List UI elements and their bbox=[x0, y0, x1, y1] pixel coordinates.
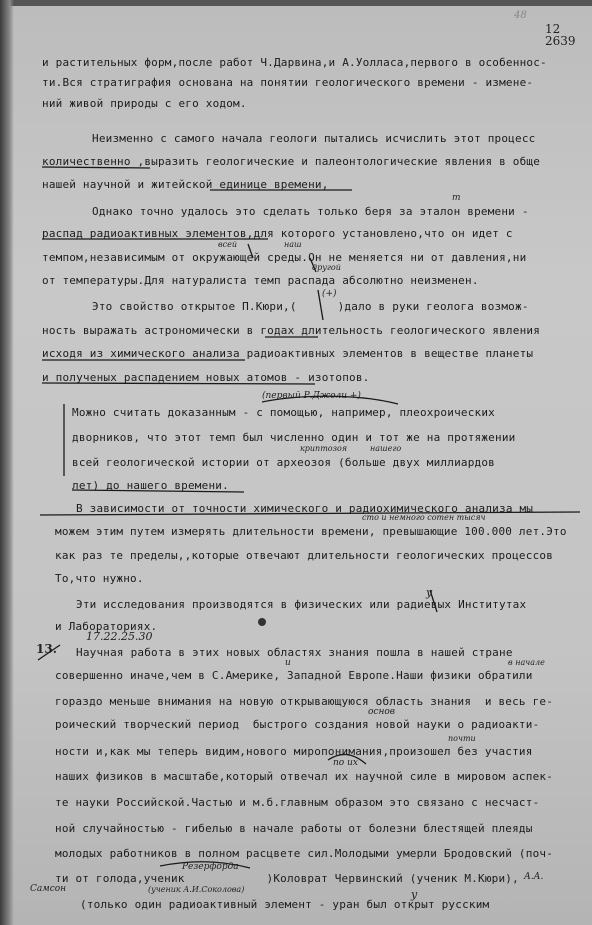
text-line: количественно ,выразить геологические и палеонтологические явления в обще bbox=[42, 155, 541, 168]
archive-number-faint: 48 bbox=[514, 10, 527, 21]
handwritten-insert: и bbox=[285, 658, 291, 668]
caret-mark bbox=[248, 244, 253, 258]
insert-loop bbox=[160, 862, 250, 868]
text-line: всей геологической истории от археозоя (больше двух миллиардов bbox=[72, 456, 495, 469]
text-line: гораздо меньше внимания на новую открывающуюся область знания и весь ге- bbox=[55, 695, 554, 708]
handwritten-insert: сто и немного сотен тысяч bbox=[362, 513, 486, 522]
text-line: наших физиков в масштабе,который отвечал их научной силе в мировом аспек- bbox=[55, 770, 554, 783]
text-line: дворников, что этот темп был численно один и тот же на протяжении bbox=[72, 431, 516, 444]
ink-blot bbox=[258, 618, 266, 626]
text-line: молодых работников в полном расцвете сил.Молодыми умерли Бродовский (поч- bbox=[55, 847, 554, 860]
insert-loop bbox=[328, 754, 366, 764]
text-line: нашей научной и житейской единице времени, bbox=[42, 178, 329, 191]
separator-line bbox=[40, 512, 580, 515]
text-line: и растительных форм,после работ Ч.Дарвина,и А.Уолласа,первого в особеннос- bbox=[42, 56, 547, 69]
handwritten-insert: криптозоя bbox=[300, 444, 348, 453]
text-line: можем этим путем измерять длительности времени, превышающие 100.000 лет.Это bbox=[55, 525, 567, 538]
handwritten-insert: почти bbox=[448, 734, 476, 743]
text-line: лет) до нашего времени. bbox=[72, 479, 229, 492]
margin-page-number: 13. bbox=[36, 642, 57, 656]
handwritten-insert: у bbox=[426, 586, 433, 599]
archive-page-number: 2639 bbox=[545, 34, 576, 48]
underline-mark bbox=[72, 490, 244, 492]
text-line: и полученых распадением новых атомов - изотопов. bbox=[42, 371, 370, 384]
underline-mark bbox=[42, 167, 150, 168]
handwritten-insert: (первый Р.Джоли +) bbox=[262, 391, 361, 401]
handwritten-insert: по их bbox=[333, 758, 358, 768]
text-line: Неизменно с самого начала геологи пытались исчислить этот процесс bbox=[92, 132, 536, 145]
text-line: и Лабораториях. bbox=[55, 620, 158, 633]
handwritten-insert: А.А. bbox=[524, 872, 544, 882]
text-line: распад радиоактивных элементов,для которого установлено,что он идет с bbox=[42, 227, 513, 240]
caret-mark bbox=[318, 290, 323, 320]
text-line: ной случайностью - гибелью в начале работы от болезни блестящей плеяды bbox=[55, 822, 533, 835]
handwritten-insert: Резерфорда bbox=[182, 862, 239, 872]
text-line: То,что нужно. bbox=[55, 572, 144, 585]
text-line: ность выражать астрономически в годах длительность геологического явления bbox=[42, 324, 541, 337]
text-line: те науки Российской.Частью и м.б.главным образом это связано с несчаст- bbox=[55, 796, 540, 809]
text-line: Это свойство открытое П.Кюри,( )дало в руки геолога возмож- bbox=[92, 300, 529, 313]
handwritten-insert: т bbox=[452, 193, 461, 203]
text-line: ности и,как мы теперь видим,нового миропонимания,произошел без участия bbox=[55, 745, 533, 758]
text-line: Однако точно удалось это сделать только беря за эталон времени - bbox=[92, 205, 529, 218]
text-line: (только один радиоактивный элемент - уран был открыт русским bbox=[80, 898, 490, 911]
caret-mark bbox=[430, 590, 437, 612]
text-line: Можно считать доказанным - с помощью, например, плеохроических bbox=[72, 406, 495, 419]
text-line: Научная работа в этих новых областях знания пошла в нашей стране bbox=[76, 646, 513, 659]
text-line: как раз те пределы,,которые отвечают длительности геологических процессов bbox=[55, 549, 554, 562]
margin-handwritten-name: Самсон bbox=[30, 884, 67, 894]
text-line: ний живой природы с его ходом. bbox=[42, 97, 247, 110]
handwritten-insert: наш bbox=[284, 240, 302, 249]
text-line: исходя из химического анализа радиоактивных элементов в веществе планеты bbox=[42, 347, 534, 360]
page-ref-number: 12 bbox=[545, 22, 561, 36]
margin-tick bbox=[38, 645, 60, 660]
handwritten-insert: у bbox=[411, 888, 418, 901]
crossed-page-numbers: 17.22.25.30 bbox=[86, 630, 153, 643]
text-line: ти.Вся стратиграфия основана на понятии геологического времени - измене- bbox=[42, 76, 534, 89]
text-line: от температуры.Для натуралиста темп распада абсолютно неизменен. bbox=[42, 274, 479, 287]
handwritten-insert: (ученик А.И.Соколова) bbox=[148, 885, 245, 894]
text-line: В зависимости от точности химического и радиохимического анализа мы bbox=[76, 502, 534, 515]
text-line: ти от голода,ученик )Коловрат Червинский (ученик М.Кюри), bbox=[55, 872, 519, 885]
underline-mark bbox=[42, 383, 315, 384]
handwritten-insert: (+) bbox=[322, 289, 337, 299]
insert-loop bbox=[262, 396, 398, 404]
text-line: Эти исследования производятся в физических или радиевых Институтах bbox=[76, 598, 527, 611]
text-line: роический творческий период быстрого создания новой науки о радиоакти- bbox=[55, 718, 540, 731]
handwritten-insert: в начале bbox=[508, 658, 545, 667]
handwritten-insert: нашего bbox=[370, 444, 402, 453]
handwritten-insert: основ bbox=[368, 707, 396, 717]
handwritten-insert: другой bbox=[312, 263, 341, 272]
text-line: темпом,независимым от окружающей среды.Он не меняется ни от давления,ни bbox=[42, 251, 527, 264]
caret-mark bbox=[310, 258, 316, 272]
handwritten-insert: всей bbox=[218, 240, 238, 249]
text-line: совершенно иначе,чем в С.Америке, Западной Европе.Наши физики обратили bbox=[55, 669, 533, 682]
